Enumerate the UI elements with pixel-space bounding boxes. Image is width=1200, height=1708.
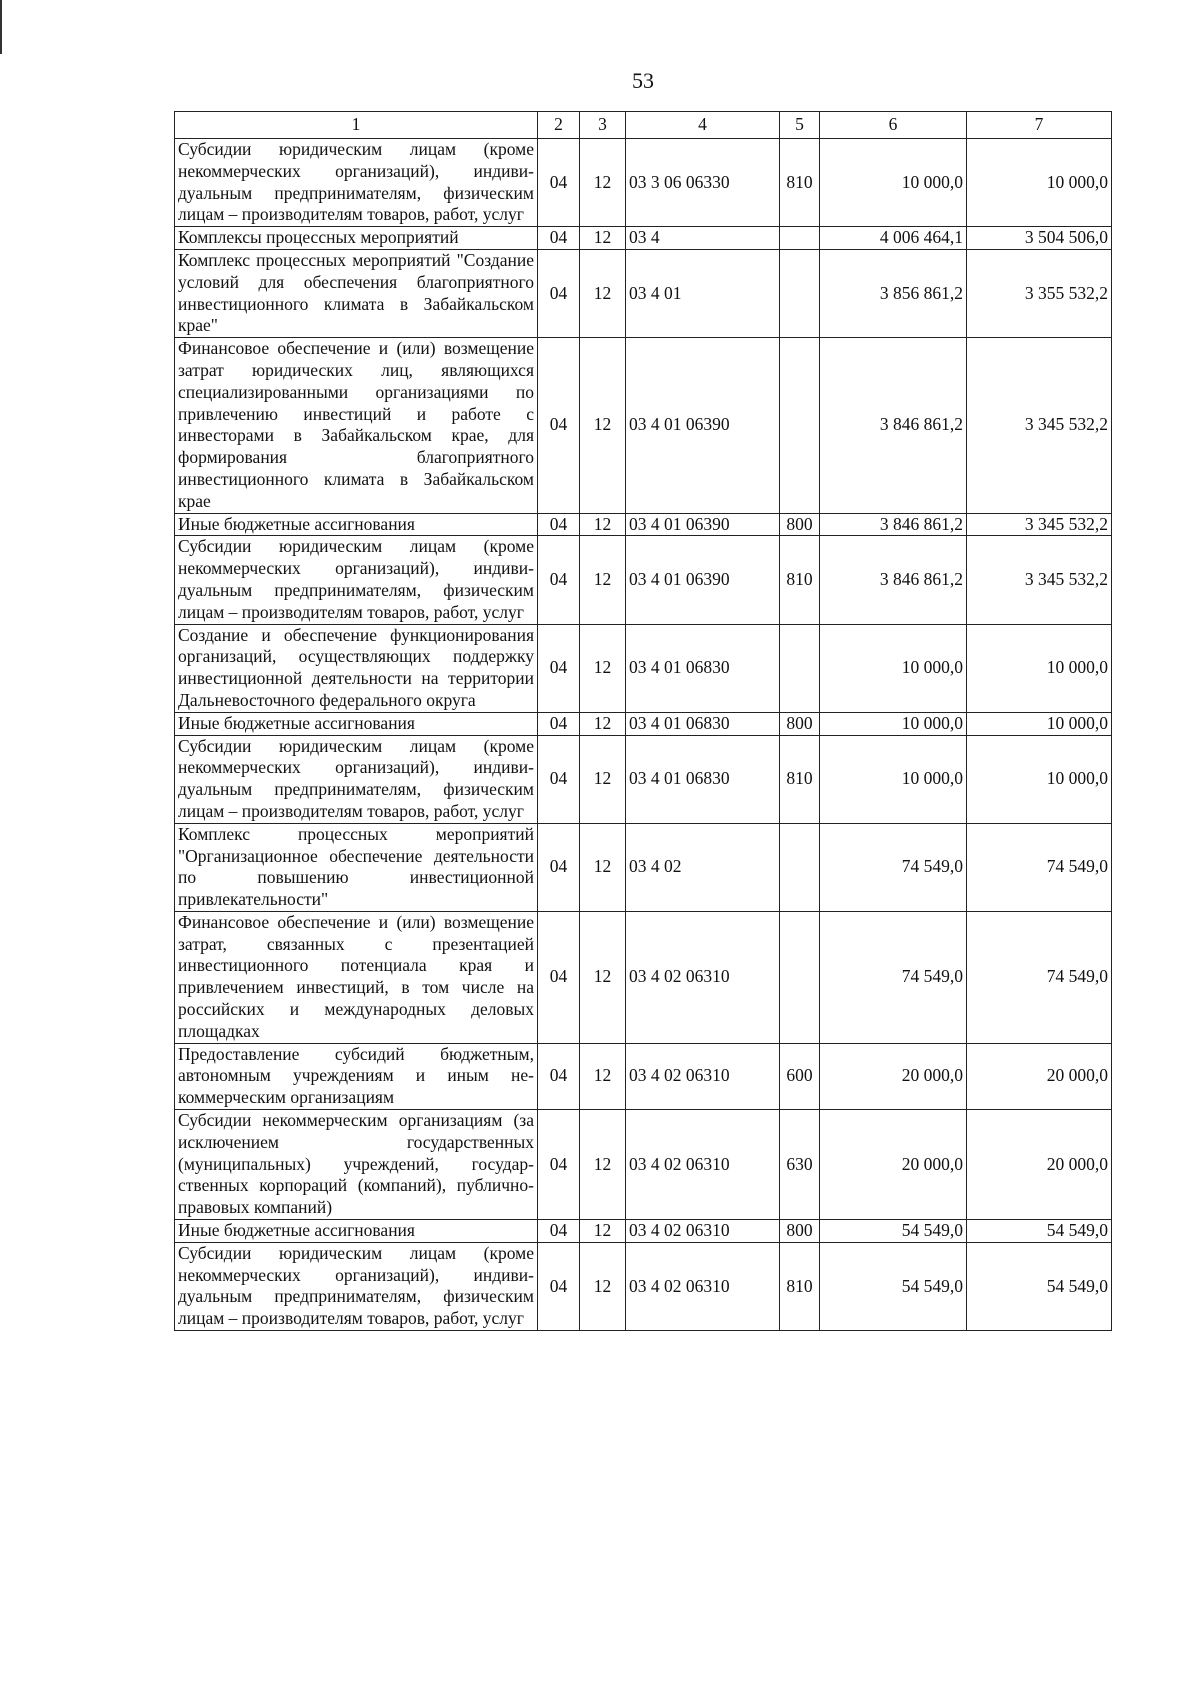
table-row (175, 139, 1112, 227)
table-row (175, 1220, 1112, 1243)
expense-type-cell: 800 (780, 1220, 820, 1243)
target-article-cell: 03 4 01 06830 (626, 712, 780, 735)
subsection-code-cell: 12 (580, 338, 626, 513)
table-row (175, 735, 1112, 823)
amount-col6-cell: 54 549,0 (820, 1242, 967, 1330)
amount-col7-cell: 3 345 532,2 (967, 513, 1112, 536)
amount-col6-cell: 3 846 861,2 (820, 338, 967, 513)
amount-col7-cell: 10 000,0 (967, 735, 1112, 823)
section-code-cell: 04 (538, 513, 580, 536)
amount-col6-cell: 74 549,0 (820, 823, 967, 911)
expense-type-cell: 810 (780, 139, 820, 227)
table-row (175, 1242, 1112, 1330)
section-code-cell: 04 (538, 1220, 580, 1243)
section-code-cell: 04 (538, 735, 580, 823)
subsection-code-cell: 12 (580, 911, 626, 1043)
target-article-cell: 03 4 01 06390 (626, 338, 780, 513)
table-row (175, 338, 1112, 513)
amount-col7-cell: 10 000,0 (967, 139, 1112, 227)
section-code-cell: 04 (538, 1043, 580, 1109)
section-code-cell: 04 (538, 712, 580, 735)
row-name-cell: Иные бюджетные ассигнования (175, 712, 538, 735)
expense-type-cell (780, 624, 820, 712)
target-article-cell: 03 4 02 06310 (626, 1242, 780, 1330)
expense-type-cell (780, 249, 820, 337)
table-row (175, 513, 1112, 536)
column-header: 4 (626, 112, 780, 139)
table-body (175, 139, 1112, 1331)
target-article-cell: 03 4 01 06390 (626, 536, 780, 624)
expense-type-cell (780, 227, 820, 250)
expense-type-cell (780, 338, 820, 513)
amount-col7-cell: 74 549,0 (967, 911, 1112, 1043)
page-number: 53 (632, 68, 654, 93)
table-row (175, 536, 1112, 624)
section-code-cell: 04 (538, 1242, 580, 1330)
column-header: 3 (580, 112, 626, 139)
target-article-cell: 03 4 (626, 227, 780, 250)
subsection-code-cell: 12 (580, 1220, 626, 1243)
amount-col7-cell: 3 355 532,2 (967, 249, 1112, 337)
amount-col6-cell: 3 846 861,2 (820, 536, 967, 624)
expense-type-cell (780, 823, 820, 911)
section-code-cell: 04 (538, 249, 580, 337)
table-row (175, 227, 1112, 250)
target-article-cell: 03 4 01 06830 (626, 624, 780, 712)
column-header: 2 (538, 112, 580, 139)
table-row (175, 624, 1112, 712)
subsection-code-cell: 12 (580, 1110, 626, 1220)
amount-col6-cell: 20 000,0 (820, 1110, 967, 1220)
row-name-cell: Финансовое обеспечение и (или) возмещение затрат, связанных с презентацией инвестиционного потенциала края и привлечением инвестиций, в том числе на российских и международных деловых площадках (175, 911, 538, 1043)
row-name-cell: Предоставление субсидий бюджетным, автономным учреждениям и иным некоммерческим организациям (175, 1043, 538, 1109)
target-article-cell: 03 4 01 06390 (626, 513, 780, 536)
table-row (175, 911, 1112, 1043)
target-article-cell: 03 4 02 (626, 823, 780, 911)
subsection-code-cell: 12 (580, 139, 626, 227)
column-header: 6 (820, 112, 967, 139)
scan-edge-mark (0, 0, 2, 54)
table-row (175, 823, 1112, 911)
row-name-cell: Иные бюджетные ассигнования (175, 513, 538, 536)
expense-type-cell: 630 (780, 1110, 820, 1220)
budget-table (174, 111, 1112, 1331)
expense-type-cell: 810 (780, 1242, 820, 1330)
table-row (175, 249, 1112, 337)
column-header: 5 (780, 112, 820, 139)
subsection-code-cell: 12 (580, 624, 626, 712)
expense-type-cell: 800 (780, 513, 820, 536)
subsection-code-cell: 12 (580, 712, 626, 735)
subsection-code-cell: 12 (580, 823, 626, 911)
expense-type-cell: 800 (780, 712, 820, 735)
row-name-cell: Иные бюджетные ассигнования (175, 1220, 538, 1243)
section-code-cell: 04 (538, 624, 580, 712)
amount-col6-cell: 3 856 861,2 (820, 249, 967, 337)
subsection-code-cell: 12 (580, 735, 626, 823)
subsection-code-cell: 12 (580, 249, 626, 337)
amount-col7-cell: 10 000,0 (967, 712, 1112, 735)
target-article-cell: 03 3 06 06330 (626, 139, 780, 227)
amount-col7-cell: 20 000,0 (967, 1110, 1112, 1220)
row-name-cell: Субсидии юридическим лицам (кроме некоммерческих организаций), индивидуальным предпринимателям, физическим лицам – производителям товаров, работ, услуг (175, 735, 538, 823)
section-code-cell: 04 (538, 536, 580, 624)
subsection-code-cell: 12 (580, 1043, 626, 1109)
amount-col6-cell: 10 000,0 (820, 624, 967, 712)
table-row (175, 1043, 1112, 1109)
amount-col6-cell: 10 000,0 (820, 735, 967, 823)
amount-col7-cell: 3 504 506,0 (967, 227, 1112, 250)
amount-col6-cell: 20 000,0 (820, 1043, 967, 1109)
target-article-cell: 03 4 02 06310 (626, 1110, 780, 1220)
row-name-cell: Комплексы процессных мероприятий (175, 227, 538, 250)
expense-type-cell: 810 (780, 735, 820, 823)
target-article-cell: 03 4 01 06830 (626, 735, 780, 823)
target-article-cell: 03 4 02 06310 (626, 1043, 780, 1109)
subsection-code-cell: 12 (580, 1242, 626, 1330)
subsection-code-cell: 12 (580, 513, 626, 536)
amount-col6-cell: 10 000,0 (820, 139, 967, 227)
amount-col6-cell: 10 000,0 (820, 712, 967, 735)
section-code-cell: 04 (538, 227, 580, 250)
amount-col7-cell: 54 549,0 (967, 1242, 1112, 1330)
section-code-cell: 04 (538, 911, 580, 1043)
section-code-cell: 04 (538, 338, 580, 513)
amount-col7-cell: 10 000,0 (967, 624, 1112, 712)
row-name-cell: Субсидии юридическим лицам (кроме некоммерческих организаций), индивидуальным предпринимателям, физическим лицам – производителям товаров, работ, услуг (175, 536, 538, 624)
section-code-cell: 04 (538, 823, 580, 911)
expense-type-cell: 810 (780, 536, 820, 624)
expense-type-cell (780, 911, 820, 1043)
amount-col7-cell: 20 000,0 (967, 1043, 1112, 1109)
target-article-cell: 03 4 01 (626, 249, 780, 337)
section-code-cell: 04 (538, 1110, 580, 1220)
target-article-cell: 03 4 02 06310 (626, 1220, 780, 1243)
section-code-cell: 04 (538, 139, 580, 227)
amount-col6-cell: 74 549,0 (820, 911, 967, 1043)
target-article-cell: 03 4 02 06310 (626, 911, 780, 1043)
amount-col7-cell: 74 549,0 (967, 823, 1112, 911)
row-name-cell: Комплекс процессных мероприятий "Создание условий для обеспечения благоприятного инвестиционного климата в Забайкальском крае" (175, 249, 538, 337)
table-row (175, 1110, 1112, 1220)
column-header: 7 (967, 112, 1112, 139)
amount-col6-cell: 54 549,0 (820, 1220, 967, 1243)
row-name-cell: Комплекс процессных мероприятий "Организационное обеспечение деятельности по повышению инвестиционной привлекательности" (175, 823, 538, 911)
row-name-cell: Субсидии некоммерческим организациям (за исключением государственных (муниципальных) учреждений, государственных корпораций (компаний), публично-правовых компаний) (175, 1110, 538, 1220)
amount-col7-cell: 3 345 532,2 (967, 536, 1112, 624)
row-name-cell: Субсидии юридическим лицам (кроме некоммерческих организаций), индивидуальным предпринимателям, физическим лицам – производителям товаров, работ, услуг (175, 139, 538, 227)
row-name-cell: Субсидии юридическим лицам (кроме некоммерческих организаций), индивидуальным предпринимателям, физическим лицам – производителям товаров, работ, услуг (175, 1242, 538, 1330)
table-header-row (175, 112, 1112, 139)
amount-col7-cell: 54 549,0 (967, 1220, 1112, 1243)
expense-type-cell: 600 (780, 1043, 820, 1109)
amount-col6-cell: 3 846 861,2 (820, 513, 967, 536)
column-header: 1 (175, 112, 538, 139)
subsection-code-cell: 12 (580, 227, 626, 250)
row-name-cell: Финансовое обеспечение и (или) возмещение затрат юридических лиц, являющихся специализированными организациями по привлечению инвестиций и работе с инвесторами в Забайкальском крае, для формирования благоприятного инвестиционного климата в Забайкальском крае (175, 338, 538, 513)
amount-col7-cell: 3 345 532,2 (967, 338, 1112, 513)
amount-col6-cell: 4 006 464,1 (820, 227, 967, 250)
table-row (175, 712, 1112, 735)
row-name-cell: Создание и обеспечение функционирования организаций, осуществляющих поддержку инвестиционной деятельности на территории Дальневосточного федерального округа (175, 624, 538, 712)
subsection-code-cell: 12 (580, 536, 626, 624)
